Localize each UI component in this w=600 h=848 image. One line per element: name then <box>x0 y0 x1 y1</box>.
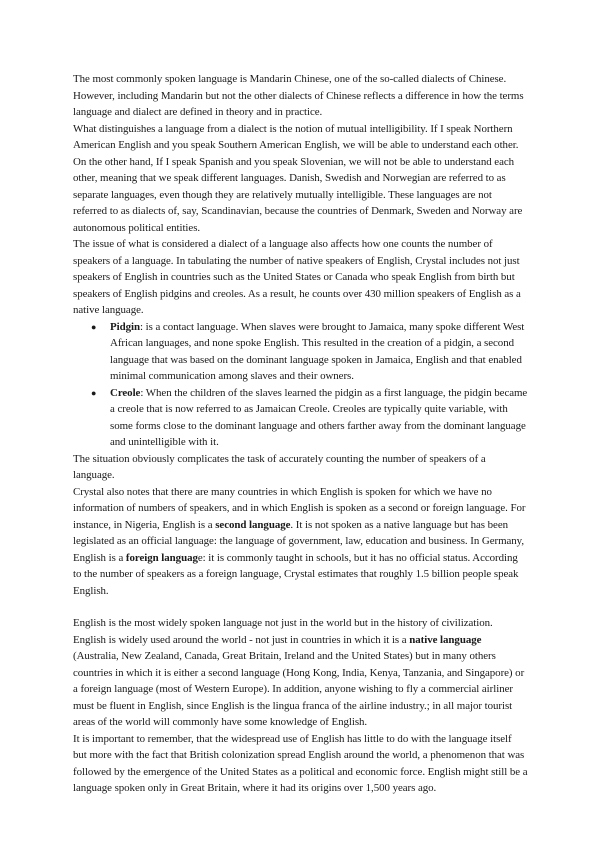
paragraph-situation: The situation obviously complicates the task of accurately counting the number of speakers of a language. <box>73 452 486 481</box>
list-item-creole <box>73 385 528 451</box>
term-foreign-language: foreign languag <box>125 551 198 564</box>
definition-creole: : When the children of the slaves learned the pidgin as a first language, the pidgin became a creole that is now referred to as Jamaican Creole. Creoles are typically quite variable, with some forms close to the dominant language and others farther away from the dominant language and unintelligible with it. <box>110 386 528 448</box>
paragraph-second-foreign-language <box>73 484 528 600</box>
bullet-list <box>73 319 528 451</box>
text-run: e: it is commonly taught in schools, but it has no official status. According to the number of speakers as a foreign language, Crystal estimates that roughly 1.5 billion people speak English. <box>73 551 519 597</box>
list-item-pidgin <box>73 319 528 385</box>
term-pidgin: Pidgin <box>110 320 140 333</box>
bullet-icon: ● <box>91 321 97 332</box>
paragraph-colonization: It is important to remember, that the widespread use of English has little to do with the language itself but more with the fact that British colonization spread English around the world, a phenomenon that was followed by the emergence of the United States as a political and economic force. English might still be a language spoken only in Great Britain, where it had its origins over 1,500 years ago. <box>73 732 528 794</box>
term-second-language: second language <box>215 518 291 531</box>
bullet-icon: ● <box>91 387 97 398</box>
term-creole: Creole <box>110 386 141 399</box>
paragraph-counting-speakers: The issue of what is considered a dialect of a language also affects how one counts the number of speakers of a language. In tabulating the number of native speakers of English, Crystal includes not just speakers of English in countries such as the United States or Canada who speak English from birth but speakers of English pidgins and creoles. As a result, he counts over 430 million speakers of English as a native language. <box>73 238 521 316</box>
text-run: English is the most widely spoken language not just in the world but in the history of civilization. English is widely used around the world - not just in countries in which it is a <box>73 617 493 646</box>
paragraph-mandarin: The most commonly spoken language is Mandarin Chinese, one of the so-called dialects of Chinese. However, including Mandarin but not the other dialects of Chinese reflects a difference in how the terms language and dialect are defined in theory and in practice. <box>73 73 524 118</box>
text-run: (Australia, New Zealand, Canada, Great Britain, Ireland and the United States) but in many others countries in which it is either a second language (Hong Kong, India, Kenya, Tanzania, and Singapore) or a foreign language (most of Western Europe). In addition, anyone wishing to fly a commercial airliner must be fluent in English, since English is the lingua franca of the airline industry.; in all major tourist areas of the world will commonly have some knowledge of English. <box>73 650 525 728</box>
definition-pidgin: : is a contact language. When slaves were brought to Jamaica, many spoke different West African languages, and none spoke English. This resulted in the creation of a pidgin, a second language that was based on the dominant language spoken in Jamaica, English and that enabled minimal communication among slaves and their owners. <box>110 320 525 382</box>
term-native-language: native language <box>409 633 482 646</box>
paragraph-widely-spoken <box>73 615 528 731</box>
paragraph-spacer <box>73 599 528 615</box>
text-run: . It is not spoken as a native language but has been legislated as an official language: the language of government, law, education and business. In Germany, English is a <box>73 518 525 564</box>
text-run: Crystal also notes that there are many countries in which English is spoken for which we have no information of numbers of speakers, and in which English is spoken as a second or foreign language. For instance, in Nigeria, English is a <box>73 485 526 531</box>
paragraph-mutual-intelligibility: What distinguishes a language from a dialect is the notion of mutual intelligibility. If I speak Northern American English and you speak Southern American English, we will be able to understand each other. On the other hand, If I speak Spanish and you speak Slovenian, we will not be able to understand each other, meaning that we speak different languages. Danish, Swedish and Norwegian are referred to as separate languages, even though they are relatively mutually intelligible. These languages are not referred to as dialects of, say, Scandinavian, because the countries of Denmark, Sweden and Norway are autonomous political entities. <box>73 122 523 234</box>
